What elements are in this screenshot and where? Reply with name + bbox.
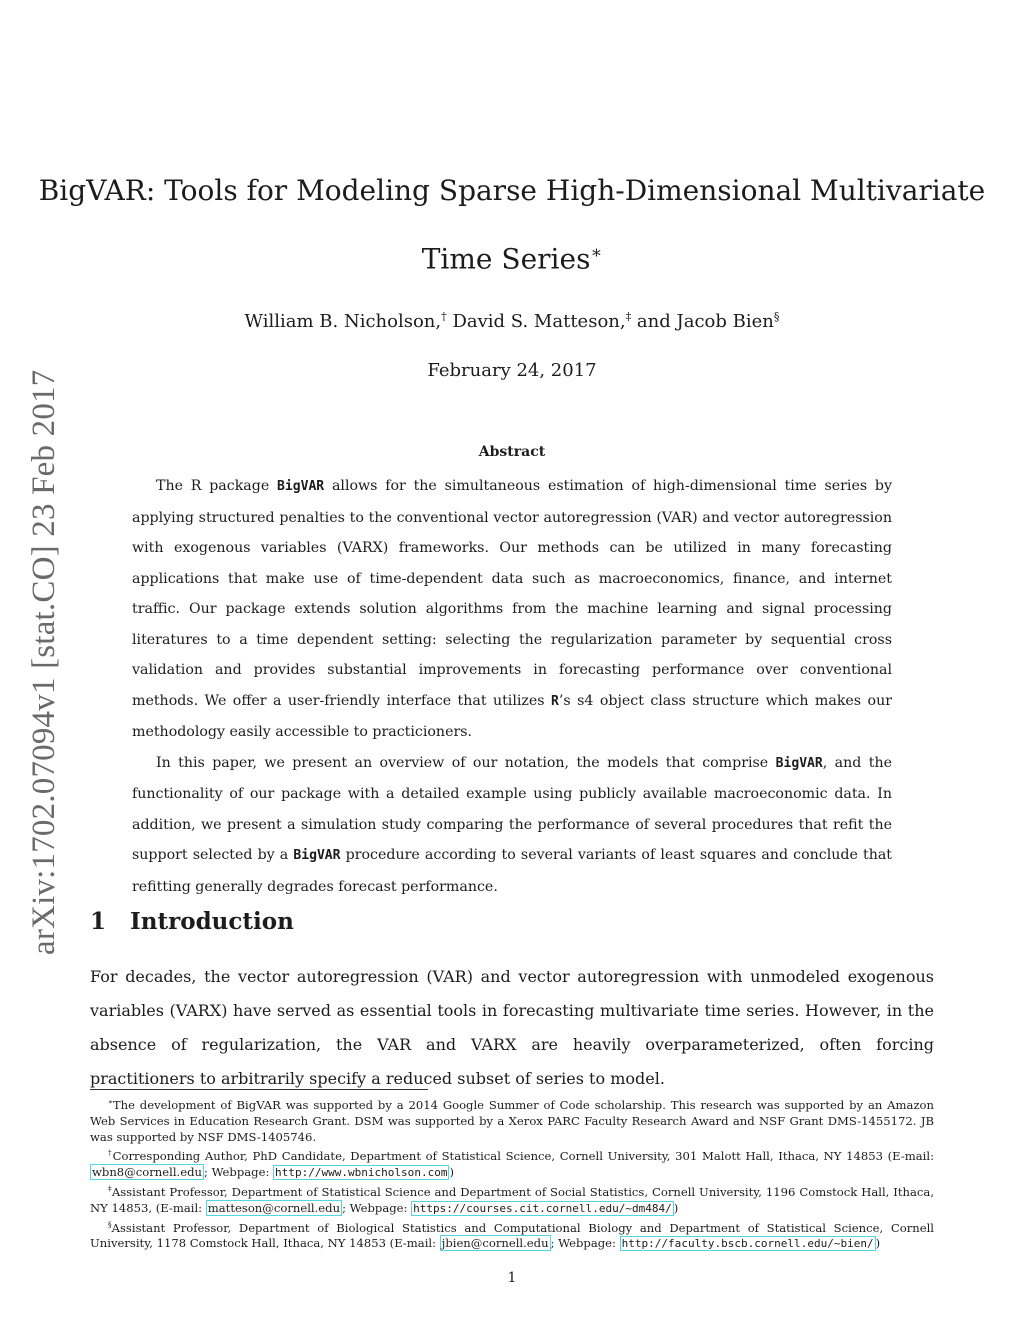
footnote-divider bbox=[90, 1089, 428, 1090]
package-name: BigVAR bbox=[775, 755, 823, 771]
author-footnote-mark: ‡ bbox=[625, 310, 632, 323]
footnotes bbox=[90, 1094, 934, 1252]
email-link[interactable]: matteson@cornell.edu bbox=[207, 1200, 341, 1215]
author-separator: , bbox=[435, 311, 442, 332]
text-run: In this paper, we present an overview of our notation, the models that comprise bbox=[156, 754, 776, 771]
paper-title-text: Time Series bbox=[421, 242, 591, 276]
abstract-paragraph bbox=[132, 471, 892, 748]
section-number: 1 bbox=[90, 908, 107, 935]
footnote-text: ; Webpage: bbox=[550, 1236, 620, 1251]
introduction-paragraph bbox=[90, 960, 934, 1096]
footnote-text: Corresponding Author, PhD Candidate, Department of Statistical Science, Cornell University, 301 Malott Hall, Ithaca, NY 14853 (E-mail: bbox=[112, 1148, 934, 1163]
text-run: allows for the simultaneous estimation of high-dimensional time series by applying structured penalties to the conventional vector autoregression (VAR) and vector autoregression with exogenous variables (VARX) frameworks. Our methods can be utilized in many forecasting applications that make use of time-dependent data such as macroeconomics, finance, and internet traffic. Our package extends solution algorithms from the machine learning and signal processing literatures to a time dependent setting: selecting the regularization parameter by sequential cross validation and provides substantial improvements in forecasting performance over conventional methods. We offer a user-friendly interface that utilizes bbox=[132, 478, 892, 709]
language-name: R bbox=[551, 693, 559, 709]
author-list bbox=[0, 310, 1024, 332]
arxiv-identifier: arXiv:1702.07094v1 [stat.CO] 23 Feb 2017 bbox=[26, 369, 62, 955]
footnote-text: ) bbox=[673, 1200, 679, 1215]
text-run: The R package bbox=[156, 478, 278, 494]
paper-title-line1: BigVAR: Tools for Modeling Sparse High-Dimensional Multivariate bbox=[38, 174, 986, 207]
footnote-text: The development of BigVAR was supported by a 2014 Google Summer of Code scholarship. This research was supported by an Amazon Web Services in Education Research Grant. DSM was supported by a Xerox PARC Faculty Research Award and NSF Grant DMS-1455172. JB was supported by NSF DMS-1405746. bbox=[90, 1097, 934, 1144]
publication-date: February 24, 2017 bbox=[427, 360, 597, 381]
page-number: 1 bbox=[507, 1270, 517, 1286]
text-run: , and the functionality of our package with a detailed example using publicly available macroeconomic data. In addition, we present a simulation study comparing the performance of several procedures that refit the support selected by a bbox=[132, 754, 892, 863]
footnote-mark: ‡ bbox=[108, 1183, 112, 1193]
author-name: David S. Matteson bbox=[452, 311, 620, 332]
footnote-text: ; Webpage: bbox=[342, 1200, 412, 1215]
abstract-paragraph bbox=[132, 748, 892, 903]
abstract-heading: Abstract bbox=[478, 444, 546, 460]
webpage-link[interactable]: http://faculty.bscb.cornell.edu/~bien/ bbox=[621, 1237, 874, 1251]
text-run: ’s s4 object class structure which makes our methodology easily accessible to practicioners. bbox=[132, 692, 892, 740]
footnote-text: Assistant Professor, Department of Statistical Science and Department of Social Statistics, Cornell University, 1196 Comstock Hall, Ithaca, NY 14853, (E-mail: bbox=[90, 1184, 935, 1215]
footnote bbox=[90, 1217, 934, 1253]
text-run: procedure according to several variants of least squares and conclude that refitting generally degrades forecast performance. bbox=[132, 847, 892, 895]
abstract-body bbox=[132, 471, 892, 902]
footnote-text: ) bbox=[875, 1236, 881, 1251]
footnote bbox=[90, 1145, 934, 1181]
email-link[interactable]: jbien@cornell.edu bbox=[441, 1236, 549, 1251]
paper-title-line2 bbox=[0, 237, 1024, 275]
author-separator: , bbox=[619, 311, 626, 332]
footnote-mark: ∗ bbox=[108, 1097, 113, 1106]
author-footnote-mark: § bbox=[773, 310, 780, 323]
footnote bbox=[90, 1181, 934, 1217]
section-title: Introduction bbox=[130, 908, 294, 935]
webpage-link[interactable]: http://www.wbnicholson.com bbox=[275, 1165, 448, 1179]
package-name: BigVAR bbox=[293, 848, 341, 863]
footnote-text: ; Webpage: bbox=[203, 1164, 274, 1179]
footnote-text: Assistant Professor, Department of Biological Statistics and Computational Biology and Department of Statistical Science, Cornell University, 1178 Comstock Hall, Ithaca, NY 14853 (E-mail: bbox=[90, 1220, 934, 1251]
footnote-mark: † bbox=[108, 1147, 113, 1157]
body-text: For decades, the vector autoregression (VAR) and vector autoregression with unmodeled exogenous variables (VARX) have served as essential tools in forecasting multivariate time series. However, in the absence of regularization, the VAR and VARX are heavily overparameterized, often forcing practitioners to arbitrarily specify a reduced subset of series to model. bbox=[90, 967, 934, 1088]
section-heading bbox=[90, 908, 294, 935]
author-name: William B. Nicholson bbox=[244, 311, 436, 332]
author-footnote-mark: † bbox=[441, 310, 447, 323]
webpage-link[interactable]: https://courses.cit.cornell.edu/~dm484/ bbox=[413, 1201, 672, 1215]
footnote-mark: § bbox=[108, 1219, 112, 1229]
footnote bbox=[90, 1094, 934, 1145]
author-name: Jacob Bien bbox=[676, 311, 774, 332]
email-link[interactable]: wbn8@cornell.edu bbox=[92, 1164, 202, 1179]
title-footnote-mark: ∗ bbox=[590, 243, 603, 263]
footnote-text: ) bbox=[449, 1164, 455, 1179]
author-conjunction: and bbox=[636, 311, 671, 332]
package-name: BigVAR bbox=[277, 479, 325, 494]
